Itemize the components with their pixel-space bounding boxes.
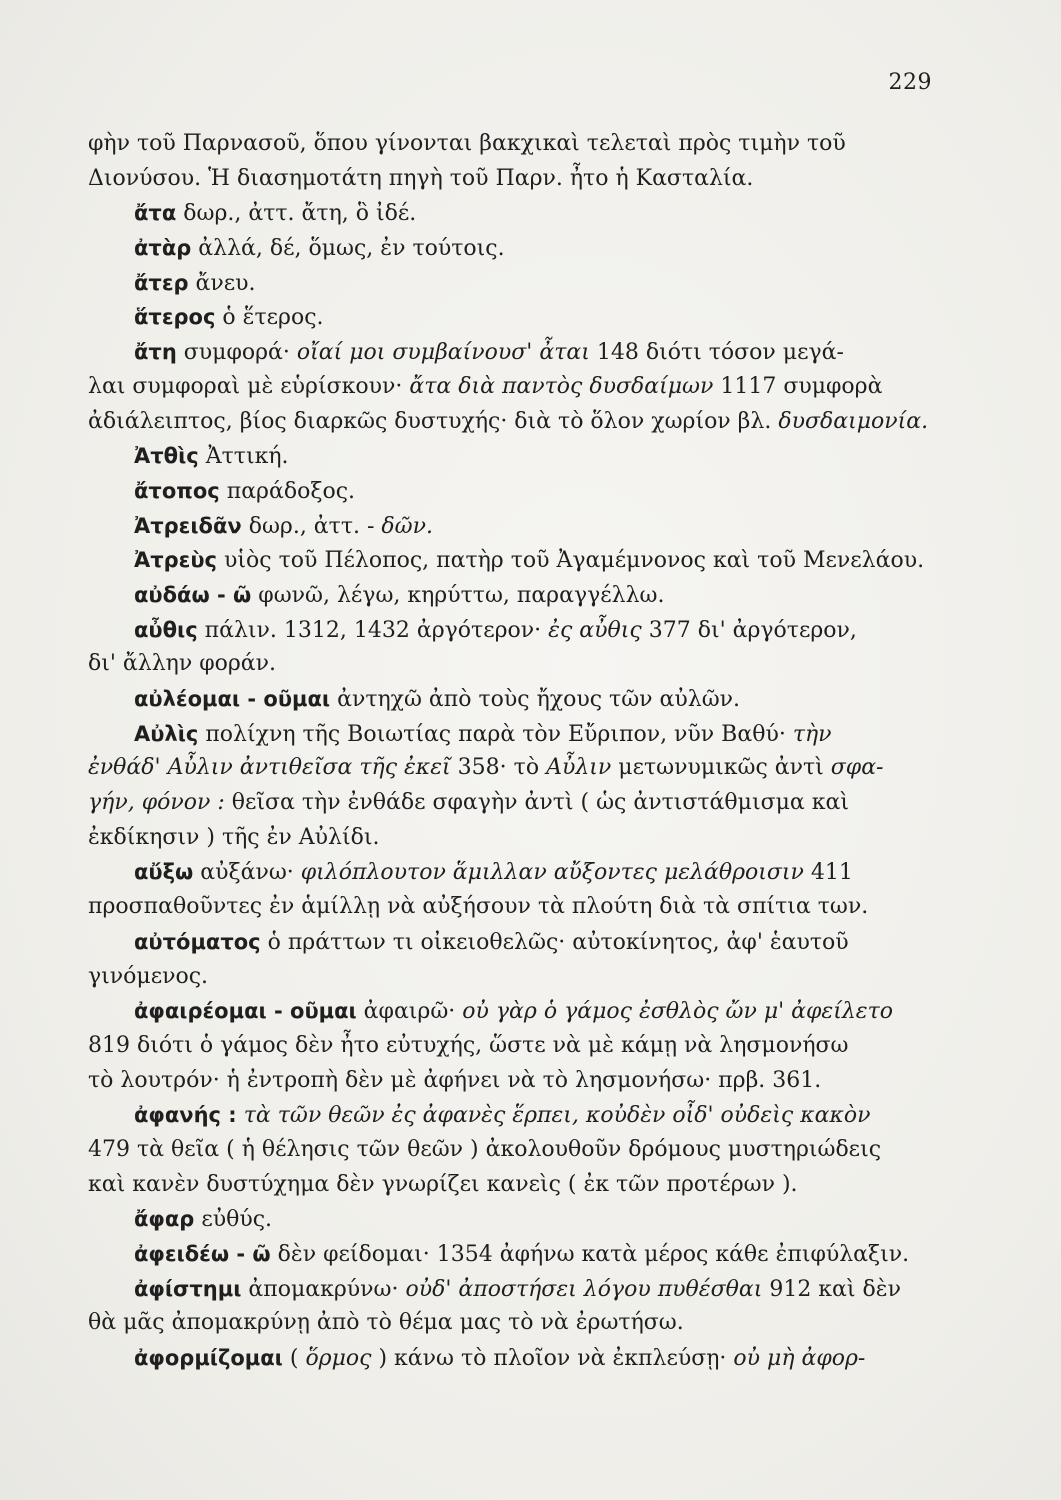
text-line	[88, 925, 936, 960]
text-line	[88, 439, 936, 474]
quotation-text: οὐ μὴ ἀφορ-	[733, 1346, 866, 1372]
definition-text	[237, 1103, 244, 1128]
text-line	[88, 578, 936, 613]
definition-text: 1117 συμφορὰ	[713, 373, 883, 399]
definition-text: ὁ πράττων τι οἰκειοθελῶς· αὐτοκίνητος, ἀφ' ἑαυτοῦ	[260, 929, 849, 955]
definition-text: αὐξάνω·	[193, 860, 301, 886]
text-line	[88, 821, 936, 856]
dictionary-text-block	[88, 127, 936, 1376]
definition-text: 411	[803, 860, 853, 886]
definition-text: ὁ ἕτερος.	[215, 305, 324, 331]
definition-text: ἀντηχῶ ἀπὸ τοὺς ἤχους τῶν αὐλῶν.	[330, 687, 740, 712]
definition-text: προσπαθοῦντες ἐν ἁμίλλῃ νὰ αὐξήσουν τὰ πλούτη διὰ τὰ σπίτια των.	[88, 894, 869, 920]
definition-text: (	[282, 1346, 306, 1372]
text-line	[88, 1341, 936, 1376]
headword: ἀφειδέω - ῶ	[134, 1242, 271, 1266]
definition-text: ἄνευ.	[188, 270, 256, 296]
definition-text: πάλιν. 1312, 1432 ἀργότερον·	[197, 617, 549, 643]
quotation-text: ὅρμος	[305, 1346, 372, 1372]
text-line	[88, 543, 936, 578]
text-line	[88, 300, 936, 335]
text-line	[88, 717, 936, 752]
headword: ἀτὰρ	[134, 236, 192, 261]
text-line	[88, 1098, 936, 1133]
quotation-text: τὰ τῶν θεῶν ἐς ἀφανὲς ἕρπει, κοὐδὲν οἶδ' οὐδεὶς κακὸν	[243, 1103, 871, 1129]
text-line	[88, 231, 936, 266]
quotation-text: δυσδαιμονία.	[778, 408, 929, 434]
definition-text: τὸ λουτρόν· ἡ ἐντροπὴ δὲν μὲ ἀφήνει νὰ τὸ λησμονήσω· πρβ. 361.	[88, 1067, 822, 1093]
definition-text: συμφορά·	[176, 340, 297, 366]
text-line	[88, 890, 936, 925]
headword: ἀφανής :	[134, 1103, 237, 1128]
definition-text: καὶ κανὲν δυστύχημα δὲν γνωρίζει κανεὶς ( ἐκ τῶν προτέρων ).	[88, 1171, 798, 1197]
definition-text: ἀπομακρύνω·	[241, 1276, 406, 1302]
headword: ἀφορμίζομαι	[134, 1346, 283, 1371]
definition-text: Διονύσου. Ἡ διασημοτάτη πηγὴ τοῦ Παρν. ἦτο ἡ Κασταλία.	[88, 165, 754, 191]
definition-text: μετωνυμικῶς ἀντὶ	[611, 755, 831, 781]
definition-text: δι' ἄλλην φοράν.	[88, 651, 277, 677]
definition-text: φωνῶ, λέγω, κηρύττω, παραγγέλλω.	[251, 582, 665, 608]
definition-text: 912 καὶ δὲν	[762, 1276, 901, 1302]
text-line	[88, 960, 936, 995]
quotation-text: φιλόπλουτον ἅμιλλαν αὔξοντες μελάθροισιν	[300, 860, 804, 886]
definition-text: δωρ., ἀττ. -	[241, 513, 382, 539]
definition-text: θὰ μᾶς ἀπομακρύνῃ ἀπὸ τὸ θέμα μας τὸ νὰ ἐρωτήσω.	[88, 1310, 684, 1336]
text-line	[88, 1029, 936, 1064]
definition-text: ) κάνω τὸ πλοῖον νὰ ἐκπλεύσῃ·	[371, 1346, 734, 1372]
definition-text: ἀδιάλειπτος, βίος διαρκῶς δυστυχής· διὰ τὸ ὅλον χωρίον βλ.	[88, 408, 779, 434]
text-line	[88, 405, 936, 440]
definition-text: 358· τὸ	[450, 755, 547, 781]
quotation-text: Αὖλιν	[546, 755, 612, 781]
text-line	[88, 1306, 936, 1341]
headword: αὐλέομαι - οῦμαι	[134, 687, 331, 711]
headword: ἄτα	[134, 201, 177, 226]
definition-text: ἀλλά, δέ, ὅμως, ἐν τούτοις.	[191, 236, 505, 262]
text-line	[88, 994, 936, 1029]
text-line	[88, 1168, 936, 1203]
definition-text: 148 διότι τόσον μεγά-	[589, 340, 844, 366]
page-number: 229	[888, 70, 932, 95]
definition-text: θεῖσα τὴν ἐνθάδε σφαγὴν ἀντὶ ( ὡς ἀντιστάθμισμα καὶ	[224, 790, 849, 816]
quotation-text: οὐδ' ἀποστήσει λόγου πυθέσθαι	[405, 1276, 763, 1302]
headword: Αὐλὶς	[134, 721, 199, 746]
text-line	[88, 786, 936, 821]
text-line	[88, 1237, 936, 1272]
headword: ἀφαιρέομαι - οῦμαι	[134, 999, 357, 1024]
text-line	[88, 613, 936, 648]
headword: ἄτερ	[134, 270, 189, 295]
definition-text: 377 δι' ἀργότερον,	[641, 617, 857, 643]
headword: αὔξω	[134, 860, 194, 885]
text-line	[88, 682, 936, 717]
text-line	[88, 855, 936, 890]
quotation-text: οὐ γὰρ ὁ γάμος ἐσθλὸς ὤν μ' ἀφείλετο	[462, 999, 894, 1025]
text-line	[88, 647, 936, 682]
headword: ἄτοπος	[134, 478, 220, 503]
text-line	[88, 335, 936, 370]
headword: Ἀτρεὺς	[134, 548, 218, 573]
text-line	[88, 127, 936, 162]
text-line	[88, 1272, 936, 1307]
definition-text: παράδοξος.	[219, 478, 356, 504]
quotation-text: σφα-	[830, 755, 884, 781]
definition-text: γινόμενος.	[88, 963, 209, 989]
text-line	[88, 509, 936, 544]
text-line	[88, 266, 936, 301]
quotation-text: ἄτα διὰ παντὸς δυσδαίμων	[409, 373, 714, 399]
text-line	[88, 1202, 936, 1237]
quotation-text: ἐς αὖθις	[548, 617, 642, 643]
quotation-text: γήν, φόνον :	[88, 790, 225, 816]
definition-text: υἱὸς τοῦ Πέλοπος, πατὴρ τοῦ Ἀγαμέμνονος καὶ τοῦ Μενελάου.	[217, 548, 925, 574]
definition-text: Ἀττική.	[198, 444, 289, 470]
definition-text: δὲν φείδομαι· 1354 ἀφήνω κατὰ μέρος κάθε ἐπιφύλαξιν.	[270, 1242, 910, 1267]
text-line	[88, 370, 936, 405]
definition-text: λαι συμφοραὶ μὲ εὑρίσκουν·	[88, 373, 410, 399]
headword: ἅτερος	[134, 305, 216, 330]
definition-text: πολίχνη τῆς Βοιωτίας παρὰ τὸν Εὔριπον, νῦν Βαθύ·	[198, 721, 793, 747]
text-line	[88, 1064, 936, 1099]
text-line	[88, 162, 936, 197]
headword: Ἀτθὶς	[134, 444, 199, 469]
headword: ἄφαρ	[134, 1207, 195, 1232]
text-line	[88, 1133, 936, 1168]
text-line	[88, 751, 936, 786]
definition-text: δωρ., ἀττ. ἄτη, ὃ ἰδέ.	[176, 201, 417, 227]
headword: ἄτη	[134, 340, 177, 365]
text-line	[88, 196, 936, 231]
definition-text: ἐκδίκησιν ) τῆς ἐν Αὐλίδι.	[88, 824, 380, 850]
definition-text: 479 τὰ θεῖα ( ἡ θέλησις τῶν θεῶν ) ἀκολουθοῦν δρόμους μυστηριώδεις	[88, 1136, 882, 1162]
quotation-text: οἴαί μοι συμβαίνουσ' ἆται	[296, 340, 590, 366]
quotation-text: τὴν	[792, 721, 832, 747]
text-line	[88, 474, 936, 509]
definition-text: 819 διότι ὁ γάμος δὲν ἦτο εὐτυχής, ὥστε νὰ μὲ κάμῃ νὰ λησμονήσω	[88, 1032, 849, 1058]
quotation-text: δῶν.	[381, 513, 433, 539]
quotation-text: ἐνθάδ' Αὖλιν ἀντιθεῖσα τῆς ἐκεῖ	[88, 755, 451, 781]
headword: Ἀτρειδᾶν	[134, 513, 242, 538]
definition-text: ἀφαιρῶ·	[356, 999, 463, 1025]
definition-text: φὴν τοῦ Παρνασοῦ, ὅπου γίνονται βακχικαὶ τελεταὶ πρὸς τιμὴν τοῦ	[88, 131, 846, 156]
definition-text: εὐθύς.	[194, 1207, 273, 1233]
headword: αὖθις	[134, 617, 198, 642]
headword: αὐδάω - ῶ	[134, 582, 252, 607]
headword: ἀφίστημι	[134, 1276, 242, 1301]
headword: αὐτόματος	[134, 929, 261, 954]
